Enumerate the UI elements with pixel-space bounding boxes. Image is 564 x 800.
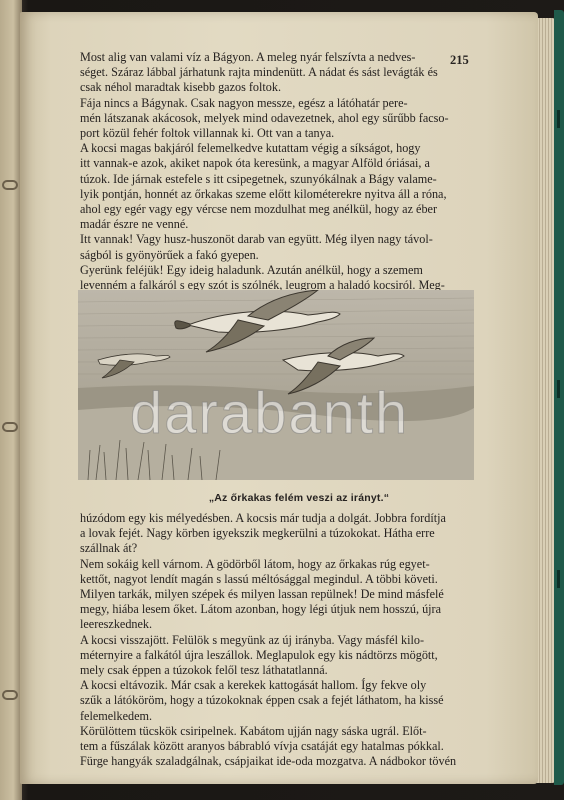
left-page-edge <box>0 0 22 800</box>
bustards-illustration <box>78 290 474 480</box>
text-line: levenném a falkáról s egy szót is szólnék, leugrom a haladó kocsiról. Meg- <box>80 278 445 293</box>
text-line: madár észre ne venné. <box>80 217 189 232</box>
text-line: Körülöttem tücskök csiripelnek. Kabátom ujján nagy sáska ugrál. Előt- <box>80 723 427 738</box>
binding-ring <box>2 180 18 190</box>
text-line: csak néhol maradtak kisebb gazos foltok. <box>80 80 282 95</box>
text-line: méternyire a falkától újra leszállok. Meglapulok egy kis nádtörzs mögött, <box>80 647 438 662</box>
text-line: Fája nincs a Bágynak. Csak nagyon messze, egész a látóhatár pere- <box>80 95 408 110</box>
text-line: felemelkedem. <box>80 708 153 723</box>
text-line: szűk a látóköröm, hogy a túzokoknak éppen csak a fejét láthatom, ha kissé <box>80 693 444 708</box>
cover-mark <box>557 110 560 128</box>
text-line: port közül fehér foltok villannak ki. Ott van a tanya. <box>80 126 335 141</box>
watermark-text: darabanth <box>130 381 410 446</box>
text-line: Gyerünk feléjük! Egy ideig haladunk. Azután anélkül, hogy a szemem <box>80 262 423 277</box>
text-line: itt vannak-e azok, akiket napok óta keresünk, a magyar Alföld óriásai, a <box>80 156 430 171</box>
binding-ring <box>2 422 18 432</box>
text-line: A kocsi magas bakjáról felemelkedve kutattam végig a síkságot, hogy <box>80 141 421 156</box>
text-line: húzódom egy kis mélyedésben. A kocsis már tudja a dolgát. Jobbra fordítja <box>80 511 446 525</box>
text-line: ságból is gyönyörűek a fakó gyepen. <box>80 247 259 262</box>
text-line: kettőt, nagyot lendít magán s lassú méltósággal megindul. A többi követi. <box>80 571 438 586</box>
text-line: mely csak éppen a túzokok felől tesz láthatatlanná. <box>80 663 328 678</box>
text-line: A kocsi visszajött. Felülök s megyünk az új irányba. Vagy másfél kilo- <box>80 632 425 647</box>
text-line: mén látszanak akácosok, melyek mind odavezetnek, ahol egy sűrűbb facso- <box>80 110 449 125</box>
text-line: Milyen tarkák, milyen szépek és milyen lassan repülnek! De mind másfelé <box>80 587 444 602</box>
book-cover-edge <box>554 10 564 785</box>
cover-mark <box>557 380 560 398</box>
text-line: ahol egy egér vagy egy vércse nem mozdulhat meg anélkül, hogy az éber <box>80 202 438 217</box>
text-line: a lovak fejét. Nagy körben igyekszik megkerülni a túzokokat. Hátha erre <box>80 526 435 541</box>
text-line: séget. Száraz lábbal járhatunk rajta mindenütt. A nádat és sást levágták és <box>80 65 438 80</box>
text-line: szállnak át? <box>80 541 138 556</box>
text-line: Most alig van valami víz a Bágyon. A meleg nyár felszívta a nedves- <box>80 50 416 64</box>
illustration-caption: „Az őrkakas felém veszi az irányt.“ <box>208 492 390 504</box>
text-line: Itt vannak! Vagy husz-huszonöt darab van együtt. Még ilyen nagy távol- <box>80 232 433 247</box>
text-line: Fürge hangyák szaladgálnak, csápjaikat ide-oda mozgatva. A nádbokor tövén <box>80 754 457 769</box>
binding-ring <box>2 690 18 700</box>
page-number: 215 <box>450 53 469 67</box>
text-line: Nem sokáig kell várnom. A gödörből látom, hogy az őrkakas rúg egyet- <box>80 556 430 571</box>
text-line: leereszkednek. <box>80 617 153 632</box>
text-line: tem a fűszálak között aranyos bábrabló vívja csatáját egy hatalmas pókkal. <box>80 739 444 754</box>
text-block-top <box>80 50 520 293</box>
text-block-bottom <box>80 511 520 769</box>
text-line: megy, hiába lesem őket. Látom azonban, hogy légi útjuk nem hosszú, újra <box>80 602 442 617</box>
text-line: A kocsi eltávozik. Már csak a kerekek kattogását hallom. Így fekve oly <box>80 678 427 693</box>
text-line: lyik pontján, honnét az őrkakas szeme előtt kilométerekre nyitva áll a róna, <box>80 186 447 201</box>
text-line: túzok. Ide járnak estefele s itt csipegetnek, szunyókálnak a Bágy valame- <box>80 171 437 186</box>
cover-mark <box>557 570 560 588</box>
book-page <box>20 12 538 784</box>
